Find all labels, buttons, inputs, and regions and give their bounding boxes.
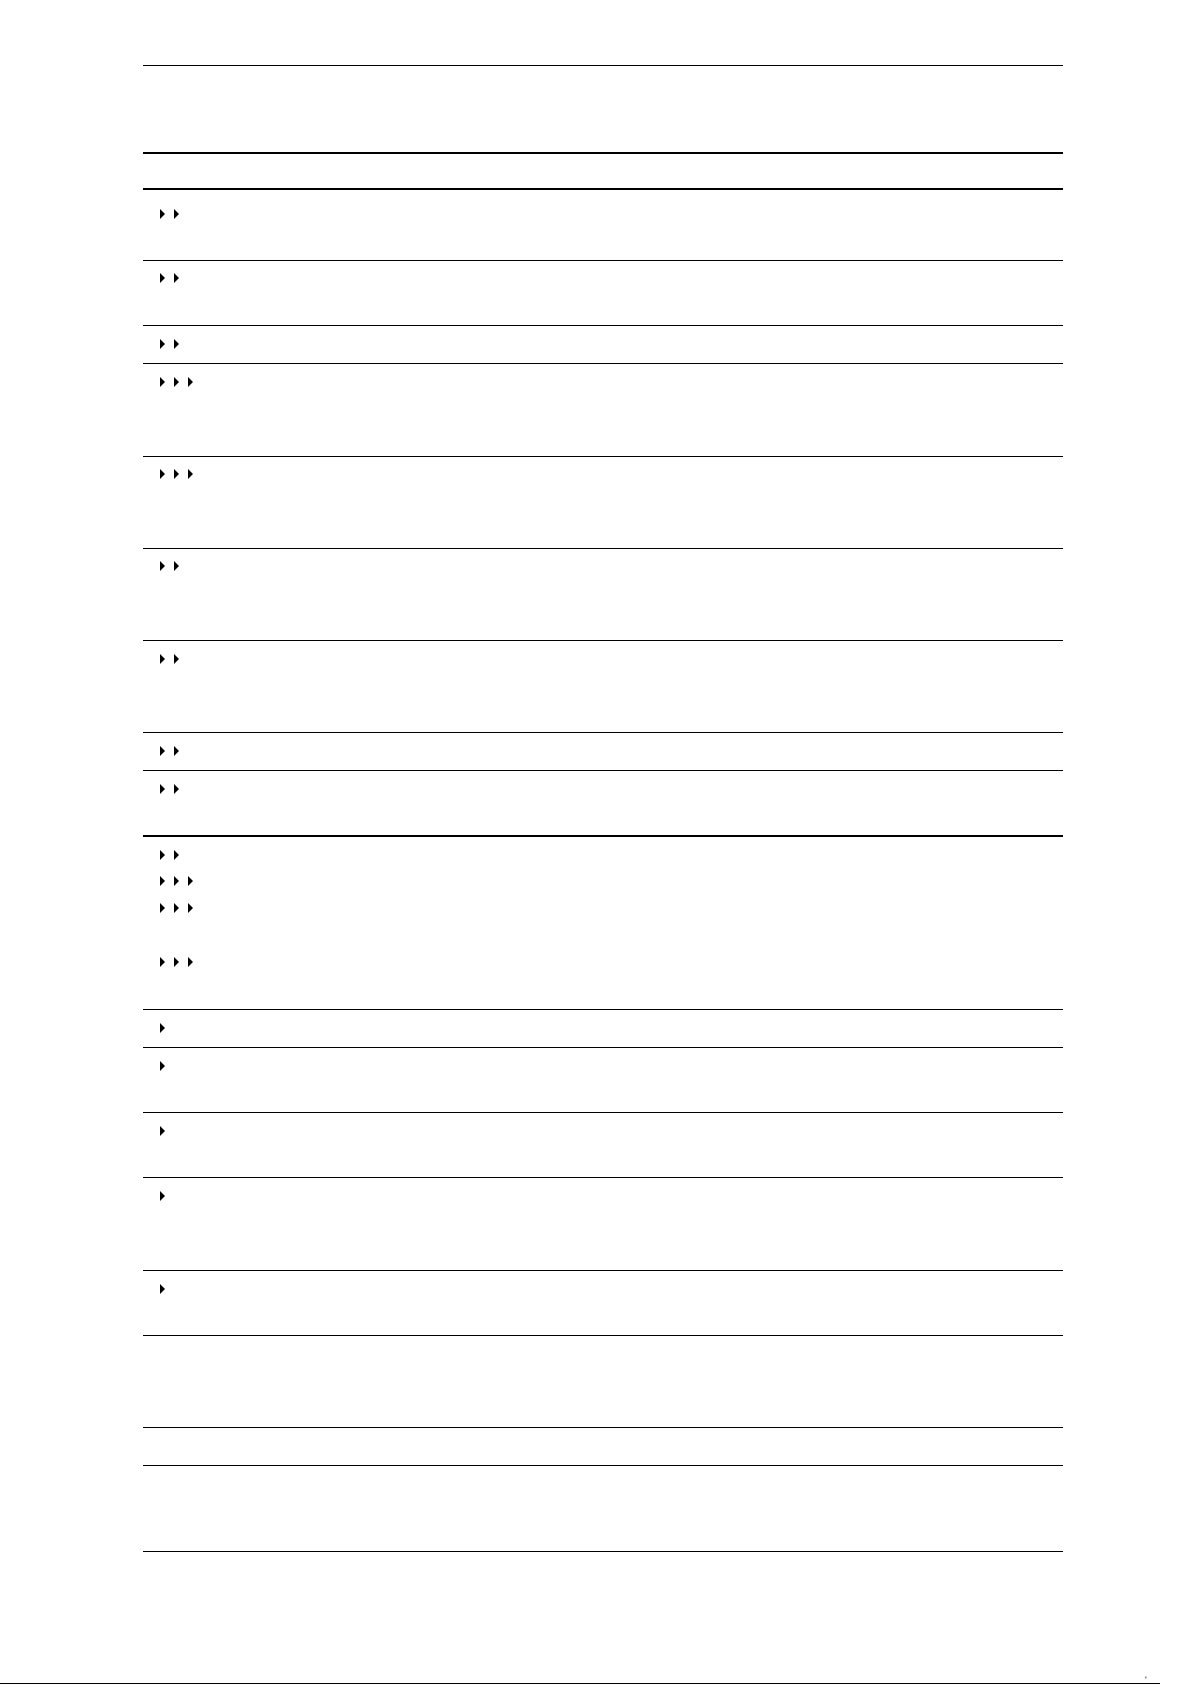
table-row-divider	[143, 1047, 1063, 1048]
corner-mark: '	[1145, 1675, 1147, 1685]
table-row-markers	[160, 377, 193, 389]
table-row-divider	[143, 1270, 1063, 1271]
table-row-markers	[160, 957, 193, 969]
table-row-divider	[143, 363, 1063, 364]
table-row-markers	[160, 1126, 165, 1138]
triangle-right-icon	[160, 784, 165, 794]
triangle-right-icon	[160, 1023, 165, 1033]
table-row-divider	[143, 1335, 1063, 1336]
table-row-markers	[160, 903, 193, 915]
table-row-divider	[143, 1465, 1063, 1466]
table-row-markers	[160, 273, 179, 285]
triangle-right-icon	[160, 746, 165, 756]
triangle-right-icon	[174, 377, 179, 387]
triangle-right-icon	[160, 1061, 165, 1071]
triangle-right-icon	[160, 1284, 165, 1294]
triangle-right-icon	[160, 339, 165, 349]
triangle-right-icon	[188, 876, 193, 886]
triangle-right-icon	[160, 1191, 165, 1201]
table-row-divider	[143, 770, 1063, 771]
table-row-markers	[160, 209, 179, 221]
triangle-right-icon	[160, 654, 165, 664]
triangle-right-icon	[174, 903, 179, 913]
triangle-right-icon	[160, 469, 165, 479]
triangle-right-icon	[188, 957, 193, 967]
triangle-right-icon	[160, 903, 165, 913]
table-row-markers	[160, 850, 179, 862]
triangle-right-icon	[174, 957, 179, 967]
triangle-right-icon	[160, 957, 165, 967]
table-row-markers	[160, 561, 179, 573]
table-top-rule	[143, 152, 1063, 154]
table-bottom-rule	[143, 1551, 1063, 1552]
table-row-divider	[143, 1177, 1063, 1178]
triangle-right-icon	[174, 339, 179, 349]
table-row-markers	[160, 1284, 165, 1296]
triangle-right-icon	[188, 903, 193, 913]
table-row-markers	[160, 1061, 165, 1073]
triangle-right-icon	[174, 209, 179, 219]
table-row-divider	[143, 260, 1063, 261]
triangle-right-icon	[174, 876, 179, 886]
table-row-markers	[160, 1191, 165, 1203]
triangle-right-icon	[160, 876, 165, 886]
table-row-divider	[143, 1112, 1063, 1113]
table-row-markers	[160, 876, 193, 888]
triangle-right-icon	[174, 850, 179, 860]
triangle-right-icon	[188, 469, 193, 479]
triangle-right-icon	[174, 561, 179, 571]
header-rule	[143, 65, 1063, 66]
triangle-right-icon	[160, 209, 165, 219]
table-row-markers	[160, 746, 179, 758]
footer-rule	[0, 1683, 1160, 1684]
triangle-right-icon	[160, 561, 165, 571]
triangle-right-icon	[160, 273, 165, 283]
table-row-markers	[160, 469, 193, 481]
triangle-right-icon	[174, 784, 179, 794]
table-row-divider	[143, 456, 1063, 457]
table-row-divider	[143, 325, 1063, 326]
triangle-right-icon	[160, 850, 165, 860]
table-row-divider	[143, 640, 1063, 641]
table-row-divider	[143, 1427, 1063, 1428]
triangle-right-icon	[174, 746, 179, 756]
triangle-right-icon	[188, 377, 193, 387]
table-section-rule	[143, 835, 1063, 837]
triangle-right-icon	[174, 273, 179, 283]
table-row-markers	[160, 784, 179, 796]
table-row-markers	[160, 654, 179, 666]
table-row-divider	[143, 1009, 1063, 1010]
table-row-divider	[143, 732, 1063, 733]
table-header-rule	[143, 188, 1063, 190]
triangle-right-icon	[174, 654, 179, 664]
table-row-markers	[160, 1023, 165, 1035]
table-row-markers	[160, 339, 179, 351]
triangle-right-icon	[174, 469, 179, 479]
triangle-right-icon	[160, 377, 165, 387]
table-row-divider	[143, 548, 1063, 549]
triangle-right-icon	[160, 1126, 165, 1136]
